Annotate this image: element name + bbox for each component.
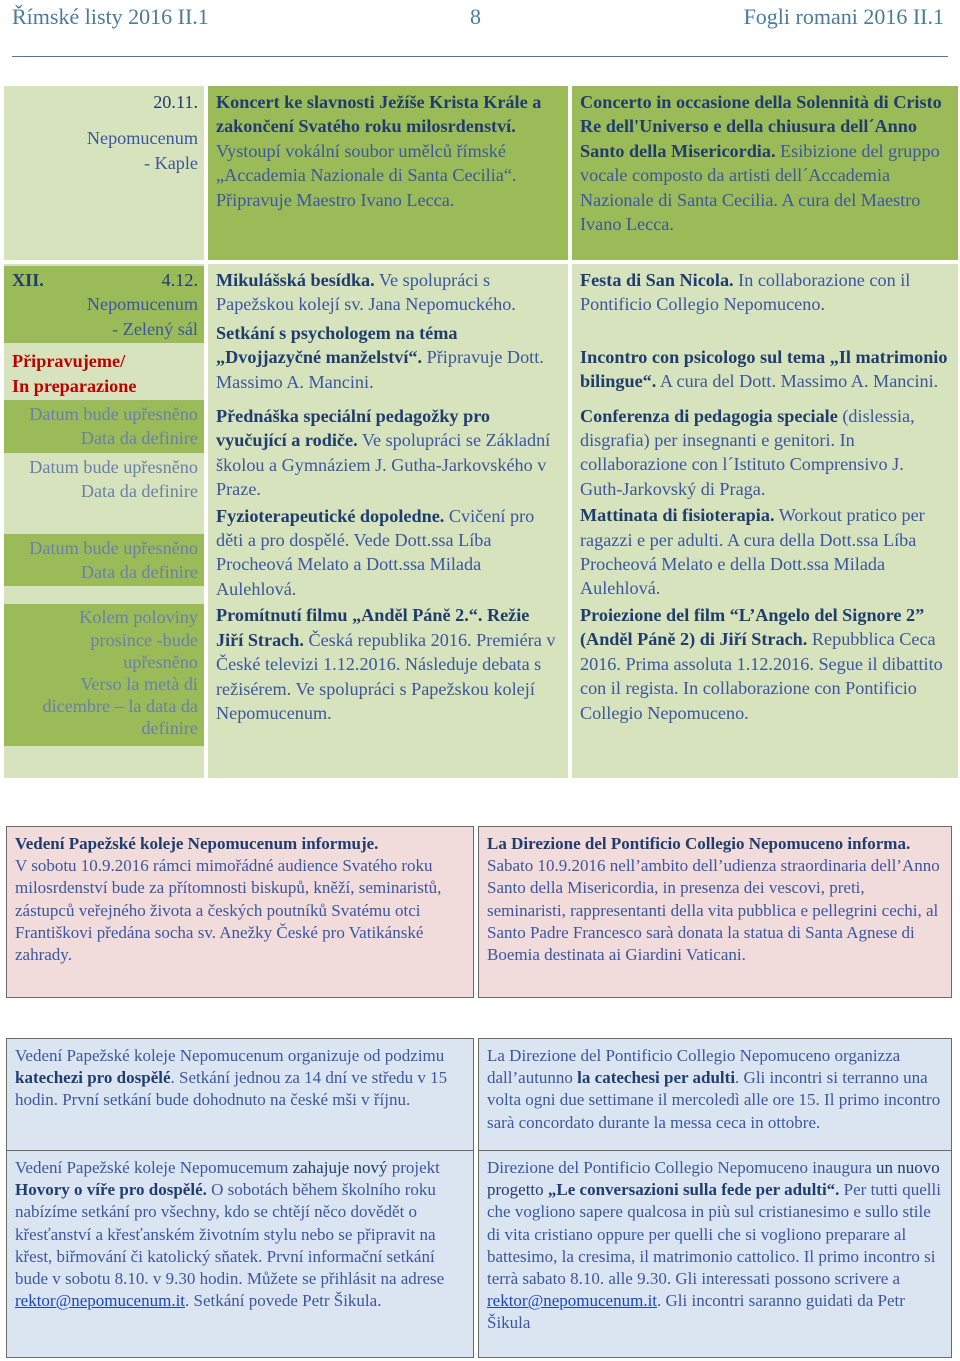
notice-text-it: Sabato 10.9.2016 nell’ambito dell’udienza straordinaria dell’Anno Santo della Misericordia, in presenza dei vescovi, preti, seminaristi, rappresentanti della vita pubblica e pellegrini cechi, al Santo Padre Francesco sarà donata la statua di Santa Agnese di Boemia destinata ai Giardini Vaticani. bbox=[487, 856, 940, 965]
event-cz bbox=[216, 504, 560, 602]
header-title-it: Fogli romani 2016 II.1 bbox=[743, 4, 944, 29]
faith-text-cz: Vedení Papežské koleje Nepomucemum bbox=[15, 1158, 293, 1177]
tbd-it: Data da definire bbox=[80, 428, 198, 449]
tbd-it: Data da definire bbox=[80, 562, 198, 583]
event-desc-it: A cura del Dott. Massimo A. Mancini. bbox=[656, 371, 939, 392]
catechesis-text-cz: . Setkání jednou za 14 dní ve středu v 15 hodin. První setkání bude dohodnuto na české mši v říjnu. bbox=[15, 1068, 448, 1110]
event-place: Nepomucenum bbox=[86, 128, 198, 149]
tbd-block bbox=[4, 534, 204, 587]
table-row bbox=[4, 86, 958, 260]
tbd-cz: Datum bude upřesněno bbox=[29, 456, 198, 477]
event-place-detail: - Kaple bbox=[143, 152, 198, 173]
faith-title-it: „Le conversazioni sulla fede per adulti“. bbox=[543, 1180, 840, 1200]
event-it bbox=[580, 503, 950, 601]
event-cz bbox=[216, 321, 560, 394]
prep-label-cz: Připravujeme/ bbox=[12, 351, 126, 372]
table-row bbox=[4, 264, 958, 778]
faith-talks-it bbox=[478, 1150, 952, 1358]
faith-text-cz: . Setkání povede Petr Šikula. bbox=[185, 1291, 382, 1311]
event-place-detail: - Zelený sál bbox=[112, 318, 198, 339]
notice-section bbox=[6, 826, 952, 998]
event-date: 20.11. bbox=[153, 92, 198, 112]
email-link[interactable]: rektor@nepomucenum.it bbox=[487, 1291, 658, 1311]
faith-talks-section bbox=[6, 1150, 952, 1358]
date-cell bbox=[4, 264, 204, 778]
event-title-cz: Mikulášská besídka. bbox=[216, 270, 375, 290]
event-title-it: Concerto in occasione della Solennità di Cristo Re dell'Universo e della chiusura dell´Anno Santo della Misericordia. bbox=[580, 92, 942, 161]
tbd-late-it: dicembre – la data da bbox=[42, 696, 198, 717]
event-date: 4.12. bbox=[161, 270, 198, 290]
event-title-it: Festa di San Nicola. bbox=[580, 270, 734, 290]
notice-it bbox=[478, 826, 952, 998]
event-desc-cz: Vystoupí vokální soubor umělců římské „Accademia Nazionale di Santa Cecilia“. Připravuje Maestro Ivano Lecca. bbox=[216, 140, 517, 210]
tbd-late-block bbox=[4, 604, 204, 745]
email-link[interactable]: rektor@nepomucenum.it bbox=[15, 1291, 186, 1311]
faith-text-it: . Gli incontri saranno guidati da Petr Šikula bbox=[487, 1291, 905, 1333]
catechesis-text-cz: Vedení Papežské koleje Nepomucenum organizuje od podzimu bbox=[15, 1046, 445, 1065]
page-header bbox=[0, 4, 960, 34]
event-cz-column bbox=[208, 264, 568, 778]
event-title-cz: Koncert ke slavnosti Ježíše Krista Krále a zakončení Svatého roku milosrdenství. bbox=[216, 92, 542, 137]
faith-text-it: Direzione del Pontificio Collegio Nepomuceno inaugura bbox=[487, 1158, 877, 1177]
event-it-column bbox=[572, 264, 958, 778]
event-desc-cz: Česká republika 2016. Premiéra v České televizi 1.12.2016. Následuje debata s režisérem. Ve spolupráci s Papežskou kolejí Nepomucenum. bbox=[216, 629, 556, 723]
catechesis-bold-cz: katechezi pro dospělé bbox=[15, 1068, 171, 1088]
event-title-it: Mattinata di fisioterapia. bbox=[580, 505, 775, 526]
event-desc-cz: Cvičení pro děti a pro dospělé. Vede Dott.ssa Líba Procheová Melato a Dott.ssa Milada Aulehlová. bbox=[216, 505, 535, 599]
catechesis-section bbox=[6, 1038, 952, 1154]
event-title-cz: Setkání s psychologem na téma „Dvojjazyčné manželství“. bbox=[216, 322, 458, 368]
event-it bbox=[580, 268, 950, 317]
event-it bbox=[572, 86, 958, 260]
catechesis-bold-it: la catechesi per adulti bbox=[577, 1068, 736, 1088]
faith-text-it: Per tutti quelli che vogliono sapere qualcosa in più sul cristianesimo e sullo stile di vita cristiano oppure per quelli che si vogliono preparare al battesimo, la cresima, il matrimonio cattolico. Il primo incontro si terrà sabato 8.10. alle 9.30. Gli interessati possono scrivere a bbox=[487, 1180, 941, 1289]
tbd-late-cz: Kolem poloviny bbox=[79, 607, 198, 628]
faith-talks-cz bbox=[6, 1150, 474, 1358]
event-cz bbox=[216, 404, 560, 502]
event-desc-cz: Připravuje Dott. Massimo A. Mancini. bbox=[216, 347, 544, 392]
tbd-late-cz: upřesněno bbox=[123, 651, 198, 672]
event-cz bbox=[208, 86, 568, 260]
tbd-cz: Datum bude upřesněno bbox=[29, 537, 198, 558]
event-cz bbox=[216, 603, 560, 725]
faith-title-cz: Hovory o víře pro dospělé. bbox=[15, 1180, 207, 1200]
event-desc-it: Esibizione del gruppo vocale composto da artisti dell´Accademia Nazionale di Santa Cecilia. A cura del Maestro Ivano Lecca. bbox=[580, 140, 940, 235]
date-cell bbox=[4, 86, 204, 260]
notice-cz bbox=[6, 826, 474, 998]
notice-text-cz: V sobotu 10.9.2016 rámci mimořádné audience Svatého roku milosrdenství bude za přítomnosti biskupů, kněží, seminaristů, zástupců veřejného života a českých poutníků Svatému otci Františkovi předána socha sv. Anežky České pro Vatikánské zahrady. bbox=[15, 856, 442, 965]
event-desc-it: (dislessia, disgrafia) per insegnanti e genitori. In collaborazione con l´Istituto Comprensivo J. Guth-Jarkovský di Praga. bbox=[580, 405, 915, 499]
event-place: Nepomucenum bbox=[86, 294, 198, 315]
faith-text-cz: O sobotách během školního roku nabízíme setkání pro všechny, kdo se chtějí něco dovědět o křesťanství a křesťanském životním stylu nebo se připravit na křest, biřmování či katolický sňatek. První informační setkání bude v sobotu 8.10. v 9.30 hodin. Můžete se přihlásit na adrese bbox=[15, 1180, 445, 1289]
catechesis-text-it: . Gli incontri si terranno una volta ogni due settimane il mercoledì alle ore 15. Il primo incontro sarà concordato durante la messa ceca in ottobre. bbox=[487, 1068, 941, 1132]
event-title-cz: Fyzioterapeutické dopoledne. bbox=[216, 505, 445, 526]
tbd-late-cz: prosince -bude bbox=[90, 629, 198, 650]
tbd-block bbox=[12, 455, 198, 504]
event-title-it: Conferenza di pedagogia speciale bbox=[580, 405, 838, 426]
catechesis-cz bbox=[6, 1038, 474, 1154]
tbd-late-it: definire bbox=[141, 718, 198, 739]
notice-title-cz: Vedení Papežské koleje Nepomucenum informuje. bbox=[15, 834, 379, 853]
notice-title-it: La Direzione del Pontificio Collegio Nepomuceno informa. bbox=[487, 834, 911, 853]
tbd-block bbox=[4, 400, 204, 453]
event-it bbox=[580, 404, 950, 502]
event-it bbox=[580, 603, 950, 725]
prep-label-it: In preparazione bbox=[12, 375, 137, 396]
date-block bbox=[4, 266, 204, 343]
tbd-it: Data da definire bbox=[80, 481, 198, 502]
month-label: XII. bbox=[12, 270, 44, 290]
faith-text-cz: zahajuje nový bbox=[292, 1158, 388, 1177]
event-desc-it: Workout pratico per ragazzi e per adulti. A cura della Dott.ssa Líba Procheová Melato e della Dott.ssa Milada Aulehlová. bbox=[580, 505, 925, 599]
event-title-it: Proiezione del film “L’Angelo del Signore 2” (Anděl Páně 2) di Jiří Strach. bbox=[580, 604, 925, 650]
event-cz bbox=[216, 268, 560, 317]
event-title-cz: Přednáška speciální pedagožky pro vyučující a rodiče. bbox=[216, 406, 491, 451]
event-desc-it: In collaborazione con il Pontificio Collegio Nepomuceno. bbox=[580, 270, 911, 315]
tbd-cz: Datum bude upřesněno bbox=[29, 404, 198, 425]
event-desc-it: Repubblica Ceca 2016. Prima assoluta 1.12.2016. Segue il dibattito con il regista. In collaborazione con Pontificio Collegio Nepomuceno. bbox=[580, 629, 943, 723]
header-divider bbox=[12, 56, 948, 57]
event-desc-cz: Ve spolupráci se Základní školou a Gymnáziem J. Gutha-Jarkovského v Praze. bbox=[216, 430, 551, 500]
tbd-late-it: Verso la metà di bbox=[80, 674, 198, 695]
catechesis-text-it: La Direzione del Pontificio Collegio Nepomuceno organizza dall’autunno bbox=[487, 1046, 901, 1088]
page-number: 8 bbox=[470, 4, 481, 29]
catechesis-it bbox=[478, 1038, 952, 1154]
event-title-cz: Promítnutí filmu „Anděl Páně 2.“. Režie Jiří Strach. bbox=[216, 605, 530, 650]
faith-text-it: un nuovo progetto bbox=[487, 1158, 940, 1200]
event-desc-cz: Ve spolupráci s Papežskou kolejí sv. Jana Nepomuckého. bbox=[216, 270, 516, 315]
header-title-cz: Římské listy 2016 II.1 bbox=[12, 4, 209, 29]
event-title-it: Incontro con psicologo sul tema „Il matrimonio bilingue“. bbox=[580, 346, 948, 392]
faith-text-cz: projekt bbox=[387, 1158, 440, 1177]
event-it bbox=[580, 345, 950, 394]
